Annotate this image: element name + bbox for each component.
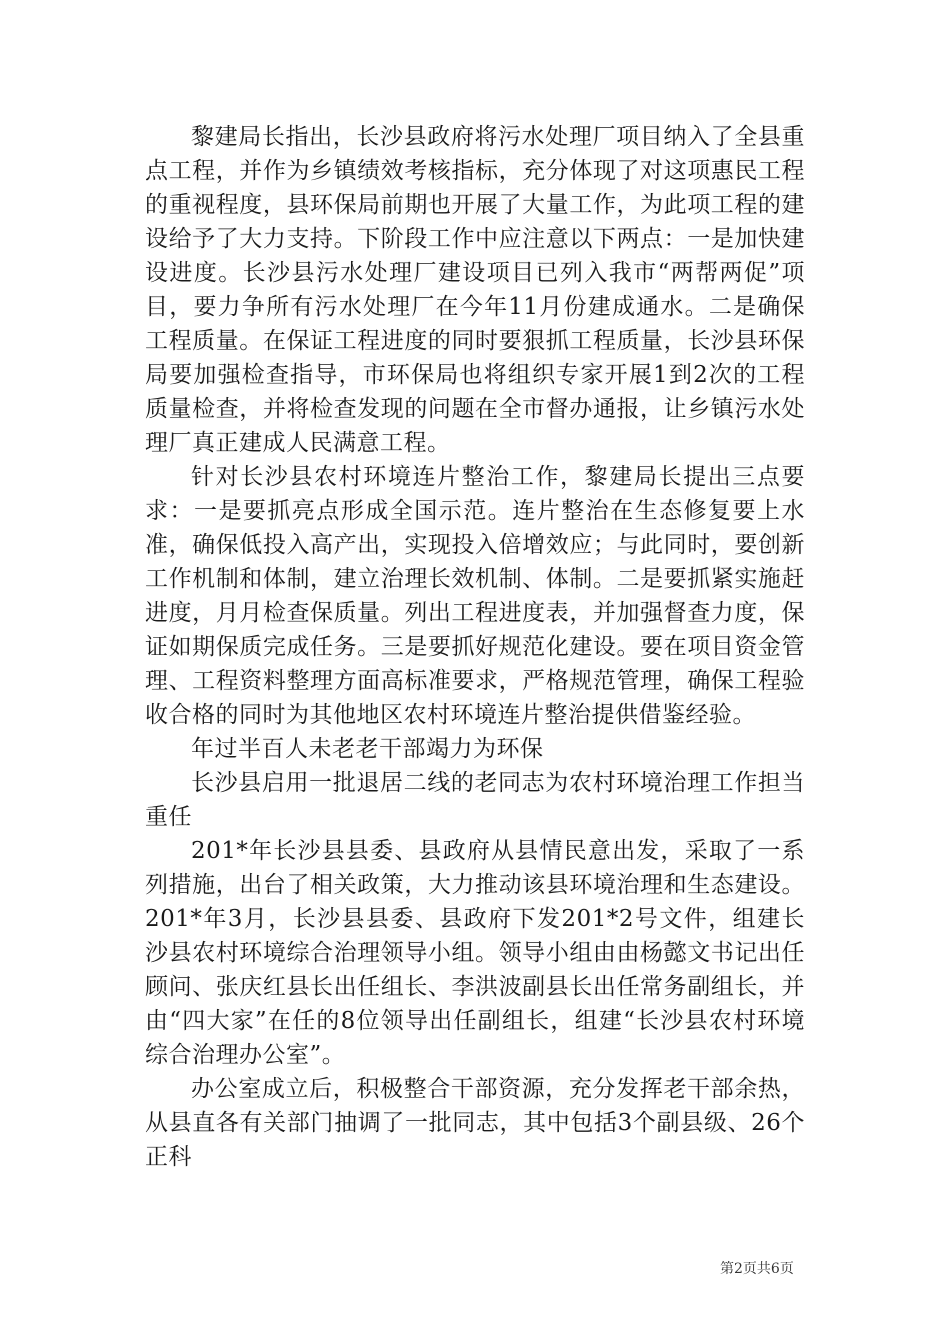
paragraph-3: 201*年长沙县县委、县政府从县情民意出发，采取了一系列措施，出台了相关政策，大力推动该县环境治理和生态建设。201*年3月，长沙县县委、县政府下发201*2号文件，组建长沙县农村环境综合治理领导小组。领导小组由由杨懿文书记出任顾问、张庆红县长出任组长、李洪波副县长出任常务副组长，并由“四大家”在任的8位领导出任副组长，组建“长沙县农村环境综合治理办公室”。 <box>145 838 805 1068</box>
document-body <box>145 120 805 1174</box>
page-number-footer: 第2页共6页 <box>720 1261 794 1277</box>
paragraph-4: 办公室成立后，积极整合干部资源，充分发挥老干部余热，从县直各有关部门抽调了一批同志，其中包括3个副县级、26个正科 <box>145 1076 805 1170</box>
section-subheading: 长沙县启用一批退居二线的老同志为农村环境治理工作担当重任 <box>145 770 805 830</box>
section-heading: 年过半百人未老老干部竭力为环保 <box>191 736 544 762</box>
paragraph-1: 黎建局长指出，长沙县政府将污水处理厂项目纳入了全县重点工程，并作为乡镇绩效考核指标，充分体现了对这项惠民工程的重视程度，县环保局前期也开展了大量工作，为此项工程的建设给予了大力支持。下阶段工作中应注意以下两点：一是加快建设进度。长沙县污水处理厂建设项目已列入我市“两帮两促”项目，要力争所有污水处理厂在今年11月份建成通水。二是确保工程质量。在保证工程进度的同时要狠抓工程质量，长沙县环保局要加强检查指导，市环保局也将组织专家开展1到2次的工程质量检查，并将检查发现的问题在全市督办通报，让乡镇污水处理厂真正建成人民满意工程。 <box>145 124 805 456</box>
paragraph-2: 针对长沙县农村环境连片整治工作，黎建局长提出三点要求：一是要抓亮点形成全国示范。连片整治在生态修复要上水准，确保低投入高产出，实现投入倍增效应；与此同时，要创新工作机制和体制，建立治理长效机制、体制。二是要抓紧实施赶进度，月月检查保质量。列出工程进度表，并加强督查力度，保证如期保质完成任务。三是要抓好规范化建设。要在项目资金管理、工程资料整理方面高标准要求，严格规范管理，确保工程验收合格的同时为其他地区农村环境连片整治提供借鉴经验。 <box>145 464 805 728</box>
